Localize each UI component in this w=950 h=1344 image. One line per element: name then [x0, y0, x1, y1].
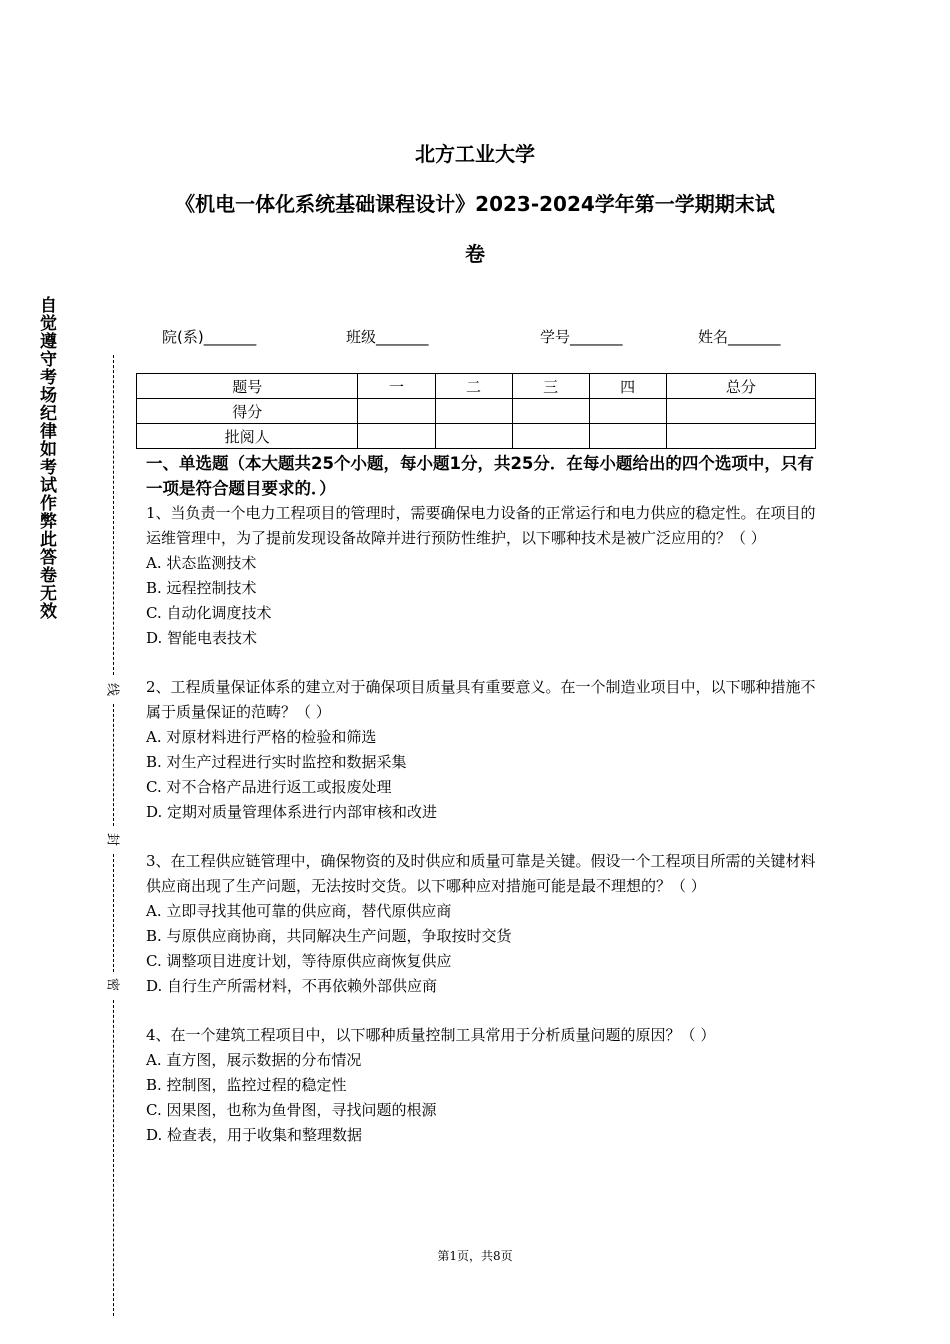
- table-row: [137, 424, 816, 449]
- page-number: 第1页，共8页: [437, 1249, 513, 1263]
- answer-option: A. 状态监测技术: [146, 554, 257, 572]
- discipline-notice: 自觉遵守考场纪律如考试作弊此答卷无效: [36, 296, 56, 620]
- table-cell: [435, 424, 512, 449]
- binding-line: [113, 355, 114, 675]
- exam-title-cont: 卷: [465, 242, 485, 266]
- answer-option: A. 直方图，展示数据的分布情况: [146, 1051, 362, 1069]
- answer-option: B. 与原供应商协商，共同解决生产问题，争取按时交货: [146, 927, 512, 945]
- binding-line: [113, 1000, 114, 1316]
- cut-mark: 密: [104, 977, 120, 991]
- section-heading: 一、单选题（本大题共25个小题，每小题1分，共25分．在每小题给出的四个选项中，只有一项是符合题目要求的．）: [146, 454, 814, 498]
- question-stem: 4、在一个建筑工程项目中，以下哪种质量控制工具常用于分析质量问题的原因？（ ）: [146, 1026, 716, 1044]
- table-row: [137, 374, 816, 399]
- table-cell: 总分: [666, 374, 815, 399]
- dept-field: 院(系)_______: [162, 328, 257, 346]
- answer-option: D. 智能电表技术: [146, 629, 258, 647]
- question-stem: 2、工程质量保证体系的建立对于确保项目质量具有重要意义。在一个制造业项目中，以下哪种措施不属于质量保证的范畴？（ ）: [146, 678, 816, 721]
- answer-option: B. 控制图，监控过程的稳定性: [146, 1076, 347, 1094]
- table-cell: 三: [512, 374, 589, 399]
- table-cell: 批阅人: [137, 424, 358, 449]
- question-stem: 3、在工程供应链管理中，确保物资的及时供应和质量可靠是关键。假设一个工程项目所需的关键材料供应商出现了生产问题，无法按时交货。以下哪种应对措施可能是最不理想的？（ ）: [146, 852, 816, 895]
- table-cell: [435, 399, 512, 424]
- answer-option: D. 自行生产所需材料，不再依赖外部供应商: [146, 977, 438, 995]
- table-cell: [589, 399, 666, 424]
- table-cell: 四: [589, 374, 666, 399]
- class-field: 班级_______: [346, 328, 429, 346]
- table-cell: [666, 424, 815, 449]
- binding-line: [113, 704, 114, 826]
- table-cell: 二: [435, 374, 512, 399]
- answer-option: B. 远程控制技术: [146, 579, 257, 597]
- question-stem: 1、当负责一个电力工程项目的管理时，需要确保电力设备的正常运行和电力供应的稳定性。在项目的运维管理中，为了提前发现设备故障并进行预防性维护，以下哪种技术是被广泛应用的？（ ）: [146, 504, 816, 547]
- student-id-field: 学号_______: [540, 328, 623, 346]
- answer-option: C. 自动化调度技术: [146, 604, 272, 622]
- cut-mark: 线: [104, 682, 120, 696]
- name-field: 姓名_______: [698, 328, 781, 346]
- table-cell: [512, 399, 589, 424]
- table-cell: [589, 424, 666, 449]
- exam-title: 《机电一体化系统基础课程设计》2023-2024学年第一学期期末试: [175, 192, 775, 216]
- answer-option: C. 因果图，也称为鱼骨图，寻找问题的根源: [146, 1101, 437, 1119]
- cut-mark: 封: [104, 832, 120, 846]
- table-row: [137, 399, 816, 424]
- answer-option: D. 定期对质量管理体系进行内部审核和改进: [146, 803, 438, 821]
- answer-option: A. 对原材料进行严格的检验和筛选: [146, 728, 377, 746]
- answer-option: C. 调整项目进度计划，等待原供应商恢复供应: [146, 952, 452, 970]
- answer-option: B. 对生产过程进行实时监控和数据采集: [146, 753, 407, 771]
- exam-body: [146, 451, 816, 1148]
- score-table: [136, 373, 816, 449]
- table-cell: [358, 399, 435, 424]
- table-cell: 一: [358, 374, 435, 399]
- binding-line: [113, 854, 114, 972]
- table-cell: [512, 424, 589, 449]
- table-cell: 题号: [137, 374, 358, 399]
- university-title: 北方工业大学: [415, 142, 535, 166]
- answer-option: D. 检查表，用于收集和整理数据: [146, 1126, 363, 1144]
- answer-option: C. 对不合格产品进行返工或报废处理: [146, 778, 392, 796]
- answer-option: A. 立即寻找其他可靠的供应商，替代原供应商: [146, 902, 452, 920]
- table-cell: [358, 424, 435, 449]
- table-cell: [666, 399, 815, 424]
- table-cell: 得分: [137, 399, 358, 424]
